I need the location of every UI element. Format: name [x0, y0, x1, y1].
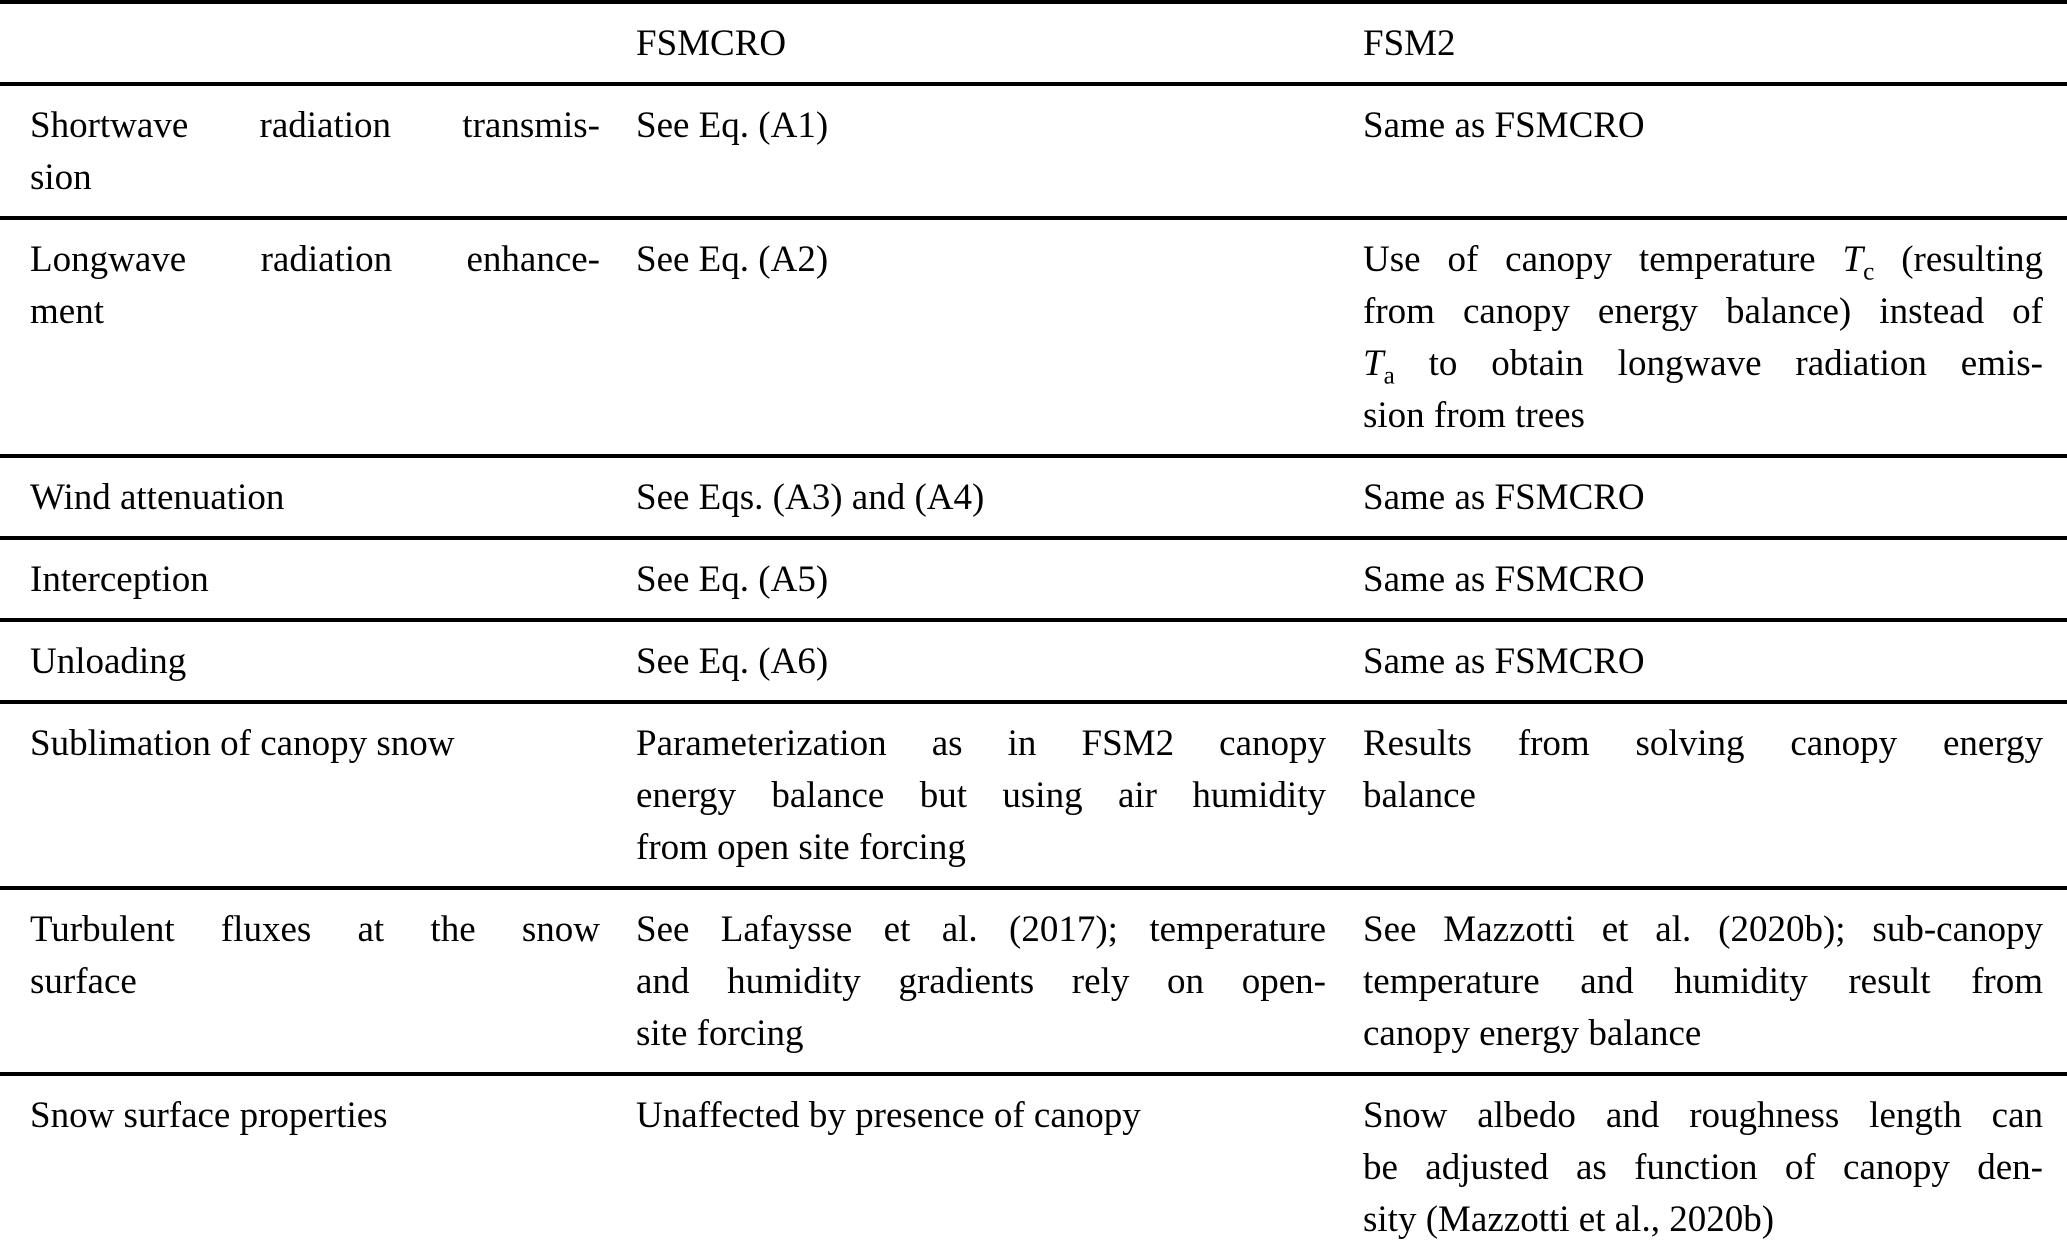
column-header-fsm2: FSM2	[1363, 23, 1456, 64]
header-row	[0, 2, 2067, 84]
row-label-cell: Unloading	[30, 641, 187, 682]
row-label-cell: Sublimation of canopy snow	[30, 723, 455, 764]
column-header-fsmcro: FSMCRO	[636, 23, 787, 64]
fsm2-cell: Same as FSMCRO	[1363, 641, 1645, 682]
fsm2-cell: Snow albedo and roughness length can be adjusted as function of canopy den- sity (Mazzotti et al., 2020b)	[1363, 1095, 2043, 1240]
fsmcro-cell: See Eq. (A6)	[636, 641, 829, 682]
table-row-snow-surface-properties	[0, 1074, 2067, 1257]
fsmcro-cell: See Eq. (A1)	[636, 105, 829, 146]
row-label-cell: Wind attenuation	[30, 477, 285, 518]
fsm2-cell: Same as FSMCRO	[1363, 105, 1645, 146]
row-label-cell: Longwave radiation enhance- ment	[30, 239, 600, 332]
table-row-unloading	[0, 620, 2067, 702]
table-row-turbulent-fluxes-at-snow-surface	[0, 888, 2067, 1074]
row-label-cell: Shortwave radiation transmis- sion	[30, 105, 600, 198]
table-row-interception	[0, 538, 2067, 620]
table-row-longwave-radiation-enhancement	[0, 218, 2067, 456]
table-row-wind-attenuation	[0, 456, 2067, 538]
fsmcro-cell: See Eqs. (A3) and (A4)	[636, 477, 985, 518]
row-label-cell: Snow surface properties	[30, 1095, 388, 1136]
fsmcro-cell: Parameterization as in FSM2 canopy energy balance but using air humidity from open site forcing	[636, 723, 1326, 868]
fsm2-cell: Same as FSMCRO	[1363, 477, 1645, 518]
fsmcro-cell: Unaffected by presence of canopy	[636, 1095, 1141, 1136]
fsmcro-cell: See Eq. (A5)	[636, 559, 829, 600]
fsm2-cell: Results from solving canopy energy balance	[1363, 723, 2043, 816]
row-label-cell: Interception	[30, 559, 209, 600]
row-label-cell: Turbulent fluxes at the snow surface	[30, 909, 600, 1002]
fsm2-cell: Same as FSMCRO	[1363, 559, 1645, 600]
fsmcro-cell: See Eq. (A2)	[636, 239, 829, 280]
fsm2-cell: Use of canopy temperature $T_c$ (resulting from canopy energy balance) instead of $T_a$ to obtain longwave radiation emis- sion from trees	[1363, 239, 2043, 436]
table-row-sublimation-of-canopy-snow	[0, 702, 2067, 888]
column-header-empty	[0, 2, 636, 84]
fsm2-cell: See Mazzotti et al. (2020b); sub-canopy temperature and humidity result from canopy energy balance	[1363, 909, 2043, 1054]
table-row-shortwave-radiation-transmission	[0, 84, 2067, 218]
fsmcro-cell: See Lafaysse et al. (2017); temperature and humidity gradients rely on open- site forcing	[636, 909, 1326, 1054]
